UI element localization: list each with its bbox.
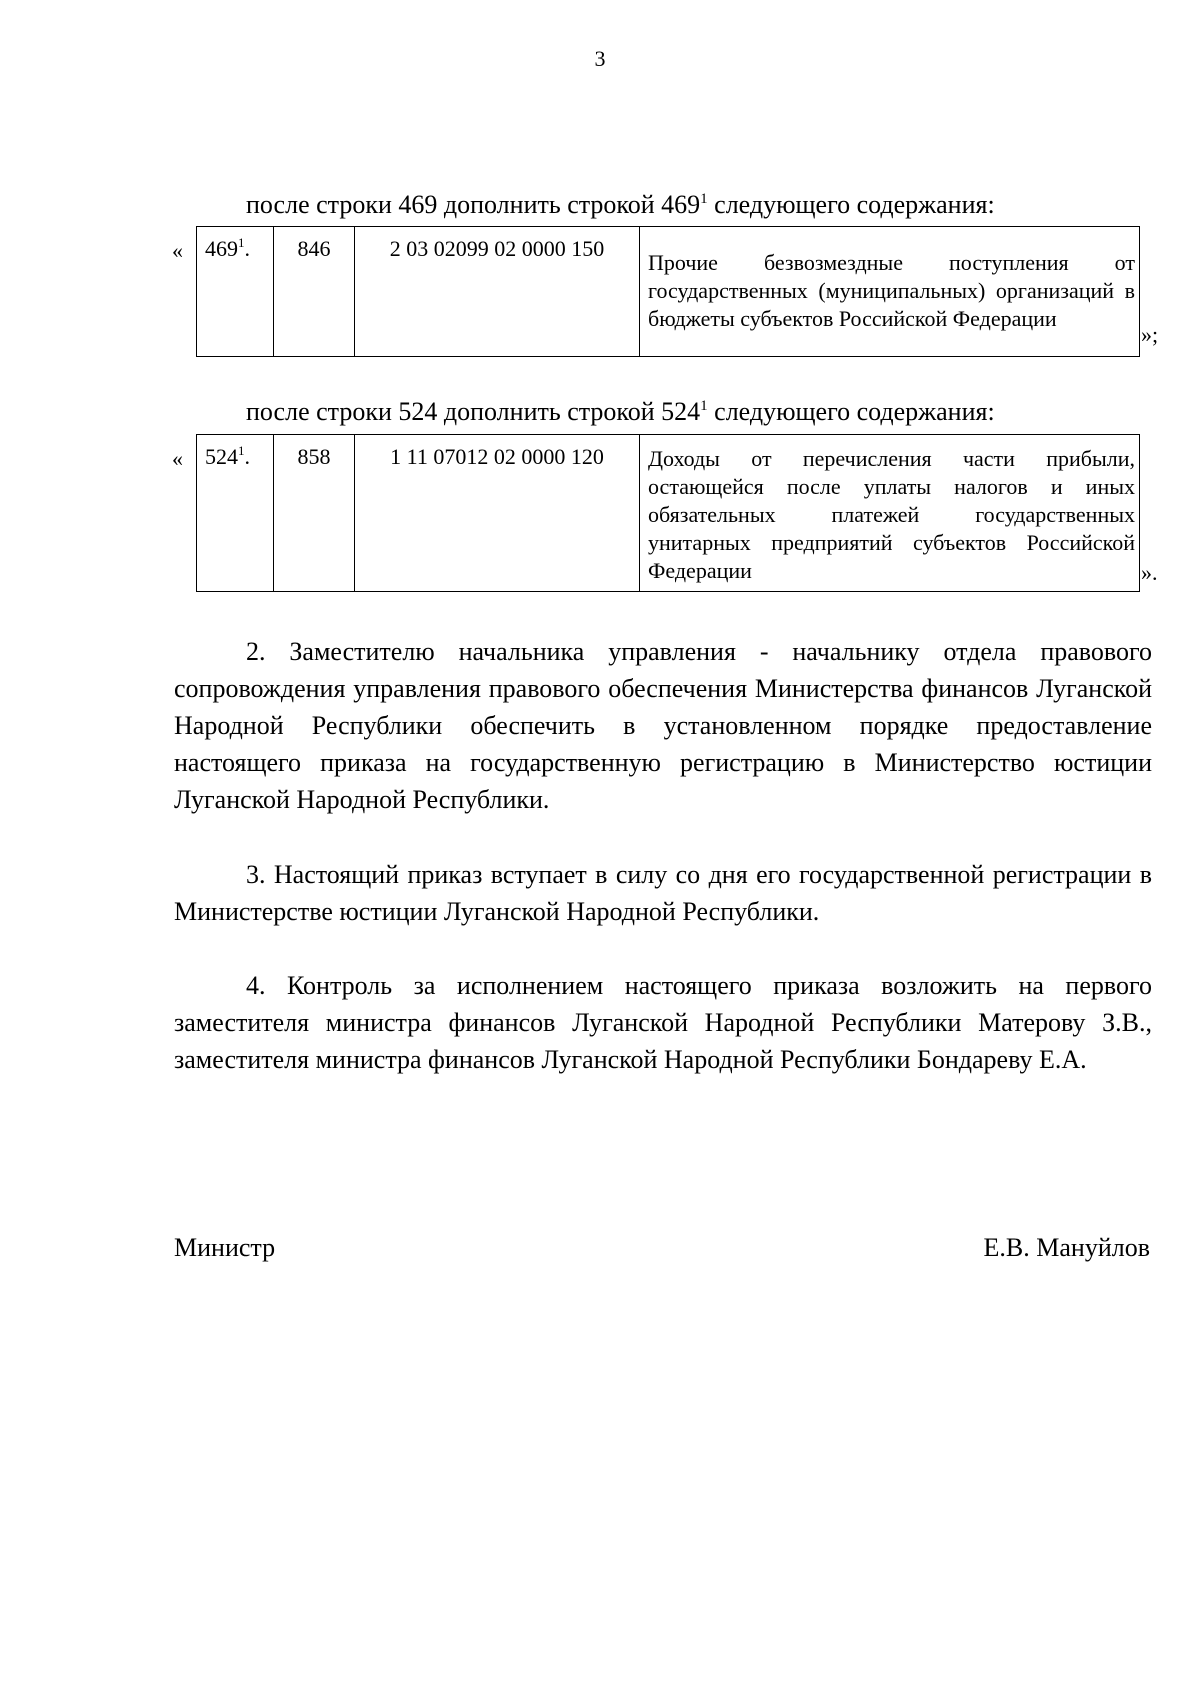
insertion-intro-sup: 1 (700, 191, 708, 207)
insertion-intro-tail: следующего содержания: (707, 190, 995, 219)
open-quote: « (172, 446, 183, 471)
row-number-dot: . (244, 444, 250, 469)
insertion-intro-text: после строки 524 дополнить строкой 524 (246, 397, 701, 426)
row-number-cell (197, 227, 274, 357)
paragraph-4: 4. Контроль за исполнением настоящего приказа возложить на первого заместителя министра финансов Луганской Народной Республики Матерову З.В., заместителя министра финансов Луганской Народной Республики Бондареву Е.А. (174, 971, 1152, 1074)
insertion-intro-text: после строки 469 дополнить строкой 469 (246, 190, 701, 219)
insertion-intro-tail: следующего содержания: (707, 397, 995, 426)
paragraph-2: 2. Заместителю начальника управления - начальнику отдела правового сопровождения управления правового обеспечения Министерства финансов Луганской Народной Республики обеспечить в установленном порядке предоставление настоящего приказа на государственную регистрацию в Министерство юстиции Луганской Народной Республики. (174, 637, 1152, 814)
insertion-intro (246, 397, 995, 427)
table-row (197, 227, 1140, 357)
row-number: 524 (205, 444, 238, 469)
row-number-sup: 1 (238, 235, 245, 250)
table-row (197, 435, 1140, 592)
kbk-code-cell: 2 03 02099 02 0000 150 (355, 227, 640, 357)
insertion-intro (246, 190, 995, 220)
income-name-cell: Доходы от перечисления части прибыли, остающейся после уплаты налогов и иных обязательных платежей государственных унитарных предприятий субъектов Российской Федерации (640, 435, 1140, 592)
insertion-table (196, 226, 1140, 357)
close-quote: »; (1141, 322, 1159, 347)
open-quote: « (172, 238, 183, 263)
paragraph-3: 3. Настоящий приказ вступает в силу со дня его государственной регистрации в Министерстве юстиции Луганской Народной Республики. (174, 860, 1152, 926)
signature-name: Е.В. Мануйлов (983, 1233, 1150, 1262)
row-number-sup: 1 (238, 443, 245, 458)
row-number-dot: . (244, 236, 250, 261)
row-number-cell (197, 435, 274, 592)
row-number: 469 (205, 236, 238, 261)
insertion-table (196, 434, 1140, 592)
admin-code-cell: 858 (274, 435, 355, 592)
insertion-intro-sup: 1 (700, 398, 708, 414)
page-number: 3 (594, 46, 606, 71)
kbk-code-cell: 1 11 07012 02 0000 120 (355, 435, 640, 592)
admin-code-cell: 846 (274, 227, 355, 357)
signature-position: Министр (174, 1233, 276, 1262)
close-quote: ». (1141, 560, 1158, 585)
income-name-cell: Прочие безвозмездные поступления от государственных (муниципальных) организаций в бюджеты субъектов Российской Федерации (640, 227, 1140, 357)
